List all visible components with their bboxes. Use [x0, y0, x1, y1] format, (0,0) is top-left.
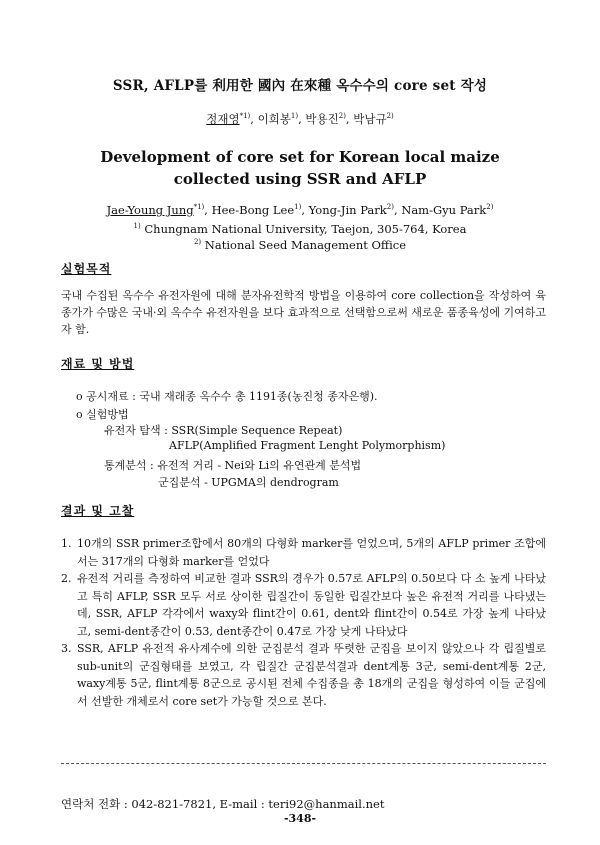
affiliation-2-text: National Seed Management Office: [204, 238, 407, 252]
methods-gene-search: 유전자 탐색 : SSR(Simple Sequence Repeat): [104, 424, 343, 437]
english-title-line2: collected using SSR and AFLP: [173, 170, 427, 188]
page-number: -348-: [283, 812, 317, 825]
affiliation-2: [0, 238, 600, 252]
korean-title: SSR, AFLP를 利用한 國內 在來種 옥수수의 core set 작성: [112, 78, 488, 94]
results-list: [61, 535, 546, 710]
english-title: [0, 146, 600, 190]
author-en-2: Hee-Bong Lee: [211, 203, 295, 217]
author-en-3-sup: 2): [386, 203, 394, 212]
result-number: 1.: [61, 537, 72, 550]
author-en-1-sup: *1): [193, 203, 205, 212]
english-authors: Jae-Young Jung$^{*1)}$, Hee-Bong Lee$^{1)}$, Yong-Jin Park$^{2)}$, Nam-Gyu Park$^{2)}$: [106, 203, 494, 217]
author-ko-1-sup: *1): [239, 112, 251, 121]
section-heading-results: 결과 및 고찰: [61, 504, 135, 518]
author-ko-3-sup: 2): [338, 112, 346, 121]
result-number: 3.: [61, 642, 72, 655]
section-heading-methods: 재료 및 방법: [61, 357, 135, 371]
result-text: 유전적 거리를 측정하여 비교한 결과 SSR의 경우가 0.57로 AFLP의 0.50보다 다 소 높게 나타났고 특히 AFLP, SSR 모두 서로 상이한 립질간이 동일한 립질간보다 높은 유전적 거리를 나타냈는데, SSR, AFLP 각각에서 waxy와 flint간이 0.61, dent와 flint간이 0.54로 가장 높게 나타났고, semi-dent종간이 0.53, dent종간이 0.47로 가장 낮게 나타났다: [77, 572, 546, 638]
author-en-3: Yong-Jin Park: [308, 203, 387, 217]
methods-stats-cluster: 군집분석 - UPGMA의 dendrogram: [158, 476, 339, 489]
purpose-paragraph: 국내 수집된 옥수수 유전자원에 대해 분자유전학적 방법을 이용하여 core collection을 작성하여 육종가가 수많은 국내·외 옥수수 유전자원을 보다 효과적으로 선택함으로써 새로운 품종육성에 기여하고자 함.: [61, 289, 546, 336]
author-ko-4-sup: 2): [386, 112, 394, 121]
list-item: [61, 640, 546, 710]
korean-authors: 정재영$^{*1)}$, 이희봉$^{1)}$, 박용진$^{2)}$, 박남규$^{2)}$: [206, 112, 394, 126]
author-en-4: Nam-Gyu Park: [401, 203, 487, 217]
author-ko-4: 박남규: [353, 112, 387, 126]
methods-stats-distance: 통계분석 : 유전적 거리 - Nei와 Li의 유연관계 분석법: [104, 459, 362, 472]
affiliation-2-sup: 2): [193, 238, 202, 247]
contact-info: 연락처 전화 : 042-821-7821, E-mail : teri92@hanmail.net: [61, 797, 385, 811]
affiliation-1: [0, 222, 600, 236]
author-en-2-sup: 1): [294, 203, 302, 212]
result-text: SSR, AFLP 유전적 유사계수에 의한 군집분석 결과 뚜렷한 군집을 보이지 않았으나 각 립질별로 sub-unit의 군집형태를 보였고, 각 립질간 군집분석결과 dent계통 3군, semi-dent계통 2군, waxy계통 5군, flint계통 8군으로 공시된 전체 수집종을 총 18개의 군집을 형성하여 이들 군집에서 선발한 개체로서 core set가 가능할 것으로 본다.: [77, 642, 546, 708]
affiliation-1-sup: 1): [133, 222, 141, 231]
section-heading-purpose: 실험목적: [61, 262, 112, 276]
author-en-4-sup: 2): [486, 203, 494, 212]
list-item: [61, 570, 546, 640]
english-title-line1: Development of core set for Korean local maize: [100, 148, 500, 166]
author-ko-2: 이희봉: [257, 112, 291, 126]
author-en-1: Jae-Young Jung: [106, 203, 194, 217]
methods-material: o 공시재료 : 국내 재래종 옥수수 총 1191종(농진청 종자은행).: [76, 390, 378, 403]
author-ko-3: 박용진: [305, 112, 339, 126]
result-text: 10개의 SSR primer조합에서 80개의 다형화 marker를 얻었으며, 5개의 AFLP primer 조합에서는 317개의 다형화 marker를 얻었다: [77, 537, 546, 568]
author-ko-2-sup: 1): [290, 112, 299, 121]
methods-aflp: AFLP(Amplified Fragment Lenght Polymorphism): [169, 439, 446, 452]
separator-dashed-line: [61, 763, 546, 764]
list-item: [61, 535, 546, 570]
methods-heading: o 실험방법: [76, 408, 129, 421]
result-number: 2.: [61, 572, 72, 585]
affiliation-1-text: Chungnam National University, Taejon, 305-764, Korea: [144, 222, 467, 236]
author-ko-1: 정재영: [206, 112, 240, 126]
